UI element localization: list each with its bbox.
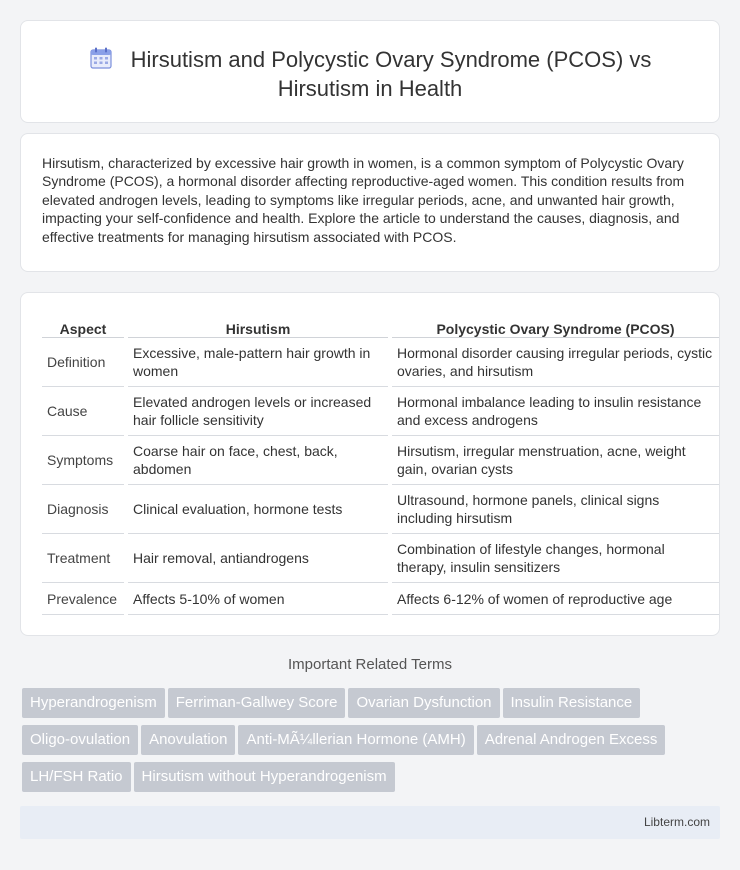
related-terms-list <box>22 688 722 799</box>
header-aspect: Aspect <box>42 316 124 338</box>
row-hirsutism: Elevated androgen levels or increased hair follicle sensitivity <box>128 387 388 436</box>
row-aspect: Symptoms <box>42 436 124 485</box>
header-pcos: Polycystic Ovary Syndrome (PCOS) <box>392 316 719 338</box>
footer-brand-link[interactable]: Libterm.com <box>643 815 710 829</box>
row-pcos: Ultrasound, hormone panels, clinical signs including hirsutism <box>392 485 719 534</box>
table-row <box>42 338 719 387</box>
related-term-tag[interactable]: Oligo-ovulation <box>22 725 138 755</box>
comparison-table <box>42 316 719 615</box>
calendar-icon <box>89 46 113 70</box>
intro-card <box>20 133 720 272</box>
row-hirsutism: Affects 5-10% of women <box>128 583 388 615</box>
row-aspect: Cause <box>42 387 124 436</box>
row-pcos: Affects 6-12% of women of reproductive age <box>392 583 719 615</box>
footer <box>20 806 720 839</box>
comparison-card <box>20 292 720 636</box>
table-row <box>42 387 719 436</box>
related-terms-title: Important Related Terms <box>288 656 452 673</box>
related-term-tag[interactable]: Ferriman-Gallwey Score <box>168 688 346 718</box>
row-hirsutism: Hair removal, antiandrogens <box>128 534 388 583</box>
header-hirsutism: Hirsutism <box>128 316 388 338</box>
related-term-tag[interactable]: LH/FSH Ratio <box>22 762 131 792</box>
table-row <box>42 485 719 534</box>
row-pcos: Hirsutism, irregular menstruation, acne, weight gain, ovarian cysts <box>392 436 719 485</box>
table-row <box>42 583 719 615</box>
related-term-tag[interactable]: Anti-MÃ¼llerian Hormone (AMH) <box>238 725 473 755</box>
header-card <box>20 20 720 123</box>
row-aspect: Prevalence <box>42 583 124 615</box>
row-pcos: Combination of lifestyle changes, hormonal therapy, insulin sensitizers <box>392 534 719 583</box>
row-aspect: Definition <box>42 338 124 387</box>
related-term-tag[interactable]: Anovulation <box>141 725 235 755</box>
intro-paragraph: Hirsutism, characterized by excessive hair growth in women, is a common symptom of Polycystic Ovary Syndrome (PCOS), a hormonal disorder affecting reproductive-aged women. This condition results from elevated androgen levels, leading to symptoms like irregular periods, acne, and unwanted hair growth, impacting your self-confidence and health. Explore the article to understand the causes, diagnosis, and effective treatments for managing hirsutism associated with PCOS. <box>42 155 685 245</box>
related-term-tag[interactable]: Hyperandrogenism <box>22 688 165 718</box>
row-hirsutism: Excessive, male-pattern hair growth in women <box>128 338 388 387</box>
page-title <box>21 45 719 74</box>
row-hirsutism: Coarse hair on face, chest, back, abdomen <box>128 436 388 485</box>
related-term-tag[interactable]: Ovarian Dysfunction <box>348 688 499 718</box>
row-aspect: Diagnosis <box>42 485 124 534</box>
row-aspect: Treatment <box>42 534 124 583</box>
related-term-tag[interactable]: Insulin Resistance <box>503 688 641 718</box>
row-pcos: Hormonal disorder causing irregular periods, cystic ovaries, and hirsutism <box>392 338 719 387</box>
title-line-2: Hirsutism in Health <box>277 76 463 101</box>
table-header-row <box>42 316 719 338</box>
table-row <box>42 436 719 485</box>
related-term-tag[interactable]: Adrenal Androgen Excess <box>477 725 666 755</box>
row-hirsutism: Clinical evaluation, hormone tests <box>128 485 388 534</box>
related-term-tag[interactable]: Hirsutism without Hyperandrogenism <box>134 762 395 792</box>
title-line-1: Hirsutism and Polycystic Ovary Syndrome (PCOS) vs <box>130 47 652 72</box>
table-row <box>42 534 719 583</box>
row-pcos: Hormonal imbalance leading to insulin resistance and excess androgens <box>392 387 719 436</box>
